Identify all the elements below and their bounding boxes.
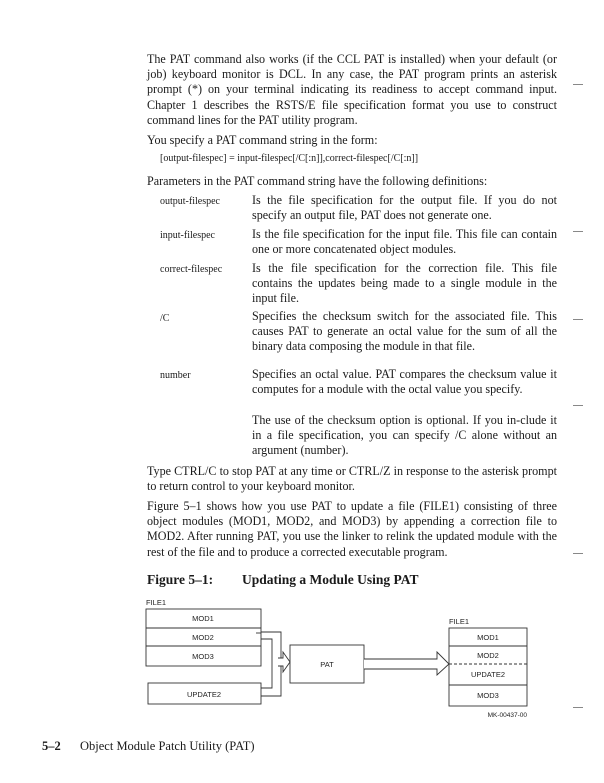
margin-mark xyxy=(573,553,583,554)
margin-mark xyxy=(573,319,583,320)
correction-file-label: UPDATE2 xyxy=(186,690,222,699)
process-label: PAT xyxy=(320,660,334,669)
margin-mark xyxy=(573,84,583,85)
right-module-label: MOD1 xyxy=(477,633,499,642)
arrow-out-of-pat xyxy=(364,652,449,675)
definition-term: number xyxy=(160,370,191,381)
definition-term: /C xyxy=(160,313,170,324)
right-module-label: UPDATE2 xyxy=(470,670,506,679)
left-module-label: MOD3 xyxy=(192,652,214,661)
right-file-label: FILE1 xyxy=(449,617,470,626)
form-intro-paragraph: You specify a PAT command string in the form: xyxy=(147,133,378,147)
intro-paragraph: The PAT command also works (if the CCL PAT is installed) when your default (or job) keyboard monitor is DCL. In any case, the PAT program prints an asterisk prompt (*) on your terminal indicating its readiness to accept command input. Chapter 1 describes the RSTS/E file specification format you use to construct command lines for the PAT utility program. xyxy=(147,52,557,127)
definition-text: Specifies an octal value. PAT compares the checksum value it computes for a module with the octal value you specify. xyxy=(252,367,557,397)
definition-term: input-filespec xyxy=(160,230,215,241)
left-file-label: FILE1 xyxy=(146,598,167,607)
definition-note: The use of the checksum option is optional. If you in-clude it in a file specification, you can specify /C alone without an argument (number). xyxy=(252,413,557,458)
right-module-label: MOD3 xyxy=(477,691,499,700)
left-module-label: MOD2 xyxy=(192,633,214,642)
params-intro-paragraph: Parameters in the PAT command string have the following definitions: xyxy=(147,174,488,188)
definition-text: Is the file specification for the correction file. This file contains the updates being made to a single module in the input file. xyxy=(252,261,557,306)
command-syntax: [output-filespec] = input-filespec[/C[:n]],correct-filespec[/C[:n]] xyxy=(160,153,419,164)
page-number: 5–2 xyxy=(42,739,61,753)
footer-section-title: Object Module Patch Utility (PAT) xyxy=(80,739,255,753)
margin-mark xyxy=(573,231,583,232)
definition-term: output-filespec xyxy=(160,196,220,207)
margin-mark xyxy=(573,707,583,708)
figure-id: MK-00437-00 xyxy=(487,712,527,719)
arrow-into-pat xyxy=(278,652,290,672)
definition-text: Specifies the checksum switch for the associated file. This causes PAT to generate an octal value for the sum of all the binary data composing the module in that file. xyxy=(252,309,557,354)
definition-text: Is the file specification for the input file. This file can contain one or more concatenated object modules. xyxy=(252,227,557,257)
figure-number: Figure 5–1: xyxy=(147,572,214,587)
connector-mod2-inner xyxy=(261,639,272,688)
figure-caption: Updating a Module Using PAT xyxy=(242,572,419,587)
page-footer xyxy=(42,739,255,754)
ctrl-paragraph: Type CTRL/C to stop PAT at any time or CTRL/Z in response to the asterisk prompt to return control to your keyboard monitor. xyxy=(147,464,557,494)
left-module-label: MOD1 xyxy=(192,614,214,623)
margin-mark xyxy=(573,405,583,406)
figure-ref-paragraph: Figure 5–1 shows how you use PAT to update a file (FILE1) consisting of three object modules (MOD1, MOD2, and MOD3) by appending a correction file to MOD2. After running PAT, you use the linker to relink the updated module with the rest of the file and to produce a corrected executable program. xyxy=(147,499,557,559)
definition-text: Is the file specification for the output file. If you do not specify an output file, PAT does not generate one. xyxy=(252,193,557,223)
right-module-label: MOD2 xyxy=(477,651,499,660)
definition-term: correct-filespec xyxy=(160,264,223,275)
